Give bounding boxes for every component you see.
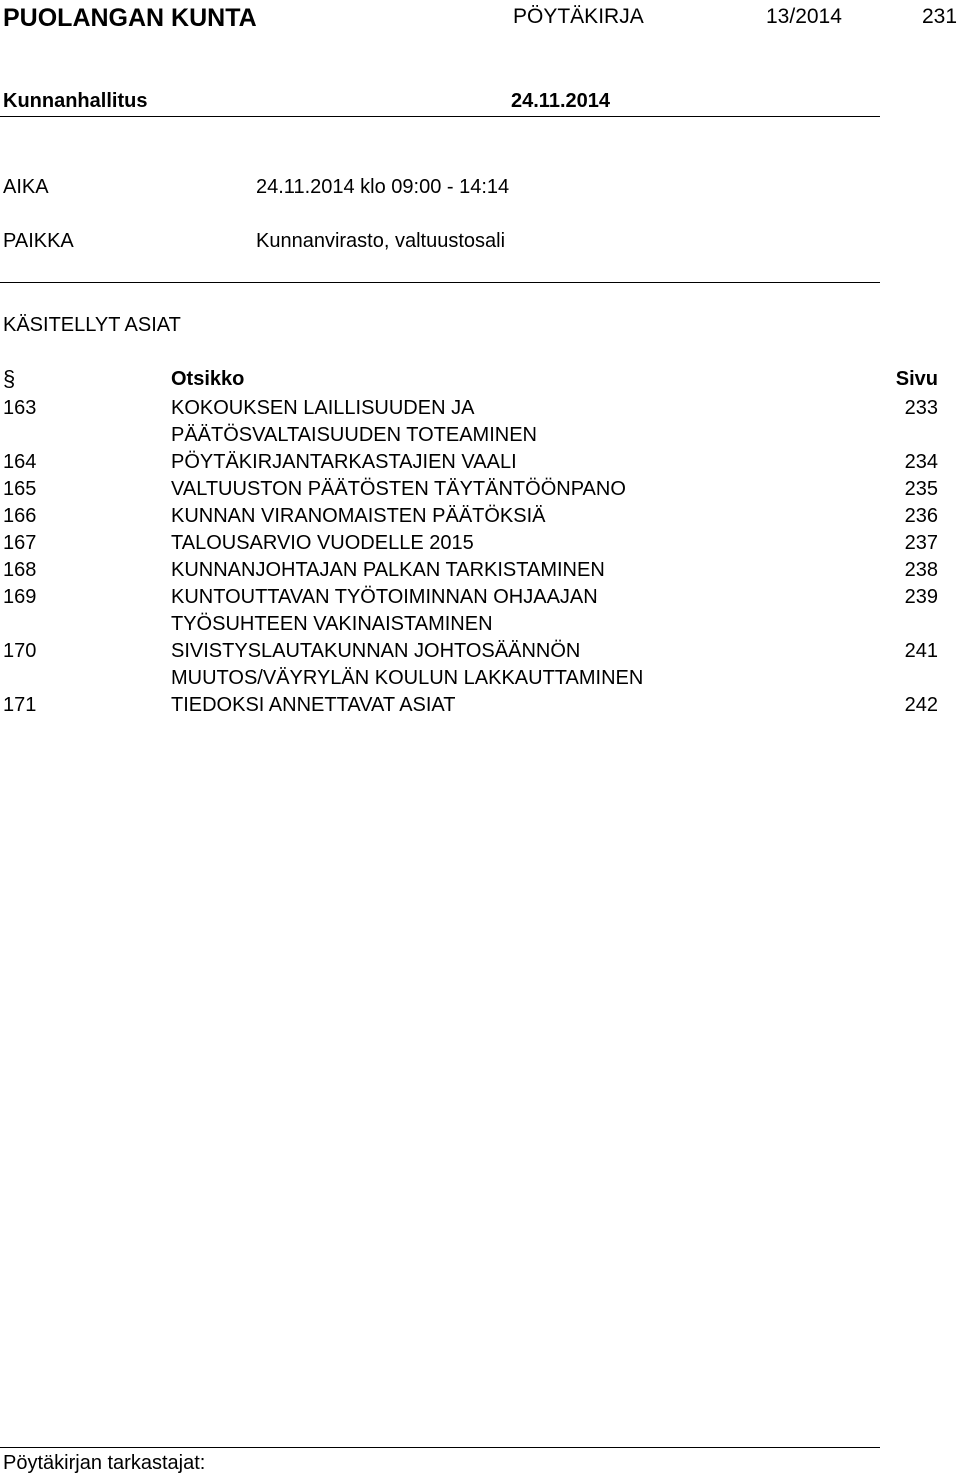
agenda-item-number: 165 [3,478,37,500]
agenda-item-title: KOKOUKSEN LAILLISUUDEN JA PÄÄTÖSVALTAISUUDEN TOTEAMINEN [171,397,537,446]
agenda-item-number: 163 [3,397,37,419]
agenda-item-page: 238 [904,559,938,581]
agenda-item-page: 237 [904,532,938,554]
agenda-item-page: 235 [904,478,938,500]
meeting-info-divider [0,282,880,283]
agenda-item-page: 239 [904,586,938,608]
agenda-item [0,449,960,476]
agenda-item-title: TALOUSARVIO VUODELLE 2015 [171,532,474,554]
place-value: Kunnanvirasto, valtuustosali [256,230,506,252]
document-type: PÖYTÄKIRJA [513,5,644,28]
footer-divider [0,1447,880,1448]
agenda-item-number: 167 [3,532,37,554]
column-header-title: Otsikko [171,368,245,390]
agenda-item-number: 171 [3,694,37,716]
document-number: 13/2014 [766,5,842,28]
agenda-item-page: 241 [904,640,938,662]
agenda-list [0,395,960,719]
signers-label: Pöytäkirjan tarkastajat: [3,1452,206,1474]
time-label: AIKA [3,176,49,198]
agenda-item-title: KUNNAN VIRANOMAISTEN PÄÄTÖKSIÄ [171,505,546,527]
agenda-item-title: SIVISTYSLAUTAKUNNAN JOHTOSÄÄNNÖN MUUTOS/VÄYRYLÄN KOULUN LAKKAUTTAMINEN [171,640,644,689]
section-title: KÄSITELLYT ASIAT [3,314,181,336]
agenda-item [0,476,960,503]
agenda-item-title: VALTUUSTON PÄÄTÖSTEN TÄYTÄNTÖÖNPANO [171,478,626,500]
place-label: PAIKKA [3,230,74,252]
agenda-item [0,557,960,584]
agenda-item-number: 164 [3,451,37,473]
agenda-item-page: 242 [904,694,938,716]
column-header-page: Sivu [895,368,938,390]
agenda-item [0,530,960,557]
agenda-item-title: KUNTOUTTAVAN TYÖTOIMINNAN OHJAAJAN TYÖSUHTEEN VAKINAISTAMINEN [171,586,598,635]
organization-name: PUOLANGAN KUNTA [3,4,257,32]
agenda-item [0,395,960,449]
agenda-item-page: 236 [904,505,938,527]
agenda-item-page: 233 [904,397,938,419]
meeting-date: 24.11.2014 [511,90,610,112]
agenda-item [0,584,960,638]
agenda-item-number: 168 [3,559,37,581]
meeting-body: Kunnanhallitus [3,90,148,112]
agenda-item-title: TIEDOKSI ANNETTAVAT ASIAT [171,694,456,716]
agenda-item [0,503,960,530]
agenda-item-number: 170 [3,640,37,662]
time-value: 24.11.2014 klo 09:00 - 14:14 [256,176,510,198]
page-number: 231 [922,5,958,28]
agenda-item-number: 166 [3,505,37,527]
header-divider [0,116,880,117]
agenda-item-title: PÖYTÄKIRJANTARKASTAJIEN VAALI [171,451,517,473]
agenda-item [0,692,960,719]
agenda-item-number: 169 [3,586,37,608]
section-marker: § [3,366,16,391]
agenda-item-title: KUNNANJOHTAJAN PALKAN TARKISTAMINEN [171,559,605,581]
agenda-item [0,638,960,692]
agenda-item-page: 234 [904,451,938,473]
